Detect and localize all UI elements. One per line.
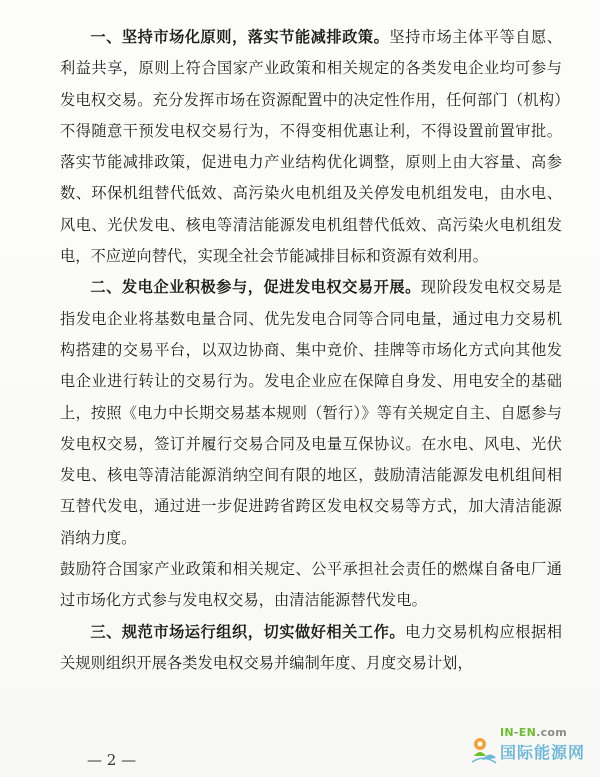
paragraph-2-text: 现阶段发电权交易是指发电企业将基数电量合同、优先发电合同等合同电量，通过电力交易机构搭建的交易平台，以双边协商、集中竞价、挂牌等市场化方式向其他发电企业进行转让的交易行为。发电企业应在保障自身发、用电安全的基础上，按照《电力中长期交易基本规则（暂行）》等有关规定自主、自愿参与发电权交易，签订并履行交易合同及电量互保协议。在水电、风电、光伏发电、核电等清洁能源消纳空间有限的地区，鼓励清洁能源发电机组间相互替代发电，通过进一步促进跨省跨区发电权交易等方式，加大清洁能源消纳力度。 bbox=[60, 278, 562, 547]
paragraph-4 bbox=[60, 617, 562, 680]
page-number: — 2 — bbox=[87, 751, 137, 769]
watermark-domain-suffix: .com bbox=[536, 726, 568, 739]
paragraph-4-text: 电力交易机构应根据相关规则组织开展各类发电权交易并编制年度、月度交易计划， bbox=[60, 622, 563, 672]
watermark-domain-in: IN bbox=[500, 726, 514, 739]
watermark-domain-en: EN bbox=[518, 726, 537, 739]
paragraph-3-text: 鼓励符合国家产业政策和相关规定、公平承担社会责任的燃煤自备电厂通过市场化方式参与发电权交易，由清洁能源替代发电。 bbox=[60, 560, 562, 610]
watermark-title: 国际能源网 bbox=[500, 743, 586, 762]
paragraph-4-heading: 三、规范市场运行组织，切实做好相关工作。 bbox=[90, 622, 406, 641]
watermark-domain-dash: - bbox=[513, 726, 519, 739]
paragraph-1-heading: 一、坚持市场化原则，落实节能减排政策。 bbox=[90, 28, 390, 46]
paragraph-2 bbox=[60, 272, 562, 554]
watermark-logo bbox=[468, 726, 596, 772]
energy-logo-icon bbox=[468, 730, 500, 766]
watermark-domain bbox=[500, 726, 567, 739]
paragraph-2-heading: 二、发电企业积极参与，促进发电权交易开展。 bbox=[90, 278, 421, 297]
paragraph-3 bbox=[60, 554, 562, 617]
paragraph-1-text: 坚持市场主体平等自愿、利益共享，原则上符合国家产业政策和相关规定的各类发电企业均可参与发电权交易。充分发挥市场在资源配置中的决定性作用，任何部门（机构）不得随意干预发电权交易行为，不得变相优惠让利，不得设置前置审批。落实节能减排政策，促进电力产业结构优化调整，原则上由大容量、高参数、环保机组替代低效、高污染火电机组及关停发电机组发电，由水电、风电、光伏发电、核电等清洁能源发电机组替代低效、高污染火电机组发电，不应逆向替代，实现全社会节能减排目标和资源有效利用。 bbox=[60, 28, 562, 266]
paragraph-1 bbox=[60, 22, 562, 272]
body-text bbox=[60, 22, 562, 679]
